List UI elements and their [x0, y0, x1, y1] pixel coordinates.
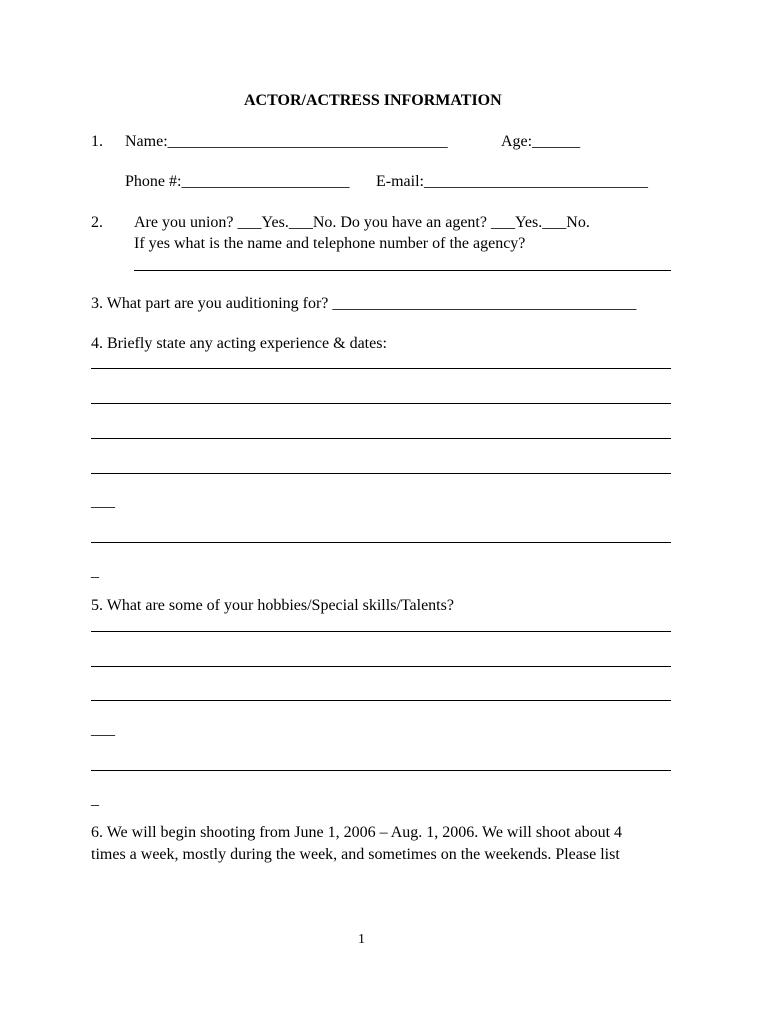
union-agent-question[interactable]: Are you union? ___Yes.___No. Do you have an agent? ___Yes.___No. [134, 214, 590, 231]
experience-answer-line[interactable] [91, 438, 671, 439]
experience-line-stub: ___ [91, 493, 115, 510]
email-field[interactable]: E-mail:____________________________ [376, 173, 648, 190]
hobbies-line-stub: _ [91, 791, 99, 808]
schedule-text-line: times a week, mostly during the week, and sometimes on the weekends. Please list [91, 846, 620, 863]
form-title: ACTOR/ACTRESS INFORMATION [244, 92, 502, 109]
experience-answer-line[interactable] [91, 403, 671, 404]
page-number: 1 [358, 932, 365, 947]
name-field[interactable]: Name:___________________________________ [125, 133, 448, 150]
hobbies-question: 5. What are some of your hobbies/Special skills/Talents? [91, 597, 454, 614]
q1-number: 1. [91, 133, 103, 150]
acting-experience-question: 4. Briefly state any acting experience & dates: [91, 335, 387, 352]
experience-answer-line[interactable] [91, 542, 671, 543]
hobbies-answer-line[interactable] [91, 666, 671, 667]
age-field[interactable]: Age:______ [501, 133, 581, 150]
part-auditioning-field[interactable]: 3. What part are you auditioning for? ______________________________________ [91, 295, 637, 312]
hobbies-answer-line[interactable] [91, 631, 671, 632]
experience-answer-line[interactable] [91, 368, 671, 369]
q2-number: 2. [91, 214, 103, 231]
phone-field[interactable]: Phone #:_____________________ [125, 173, 350, 190]
experience-answer-line[interactable] [91, 473, 671, 474]
schedule-text-line: 6. We will begin shooting from June 1, 2006 – Aug. 1, 2006. We will shoot about 4 [91, 824, 623, 841]
hobbies-answer-line[interactable] [91, 700, 671, 701]
experience-line-stub: _ [91, 563, 99, 580]
agency-question: If yes what is the name and telephone number of the agency? [134, 235, 526, 252]
agency-answer-line[interactable] [134, 270, 671, 271]
hobbies-answer-line[interactable] [91, 770, 671, 771]
hobbies-line-stub: ___ [91, 721, 115, 738]
